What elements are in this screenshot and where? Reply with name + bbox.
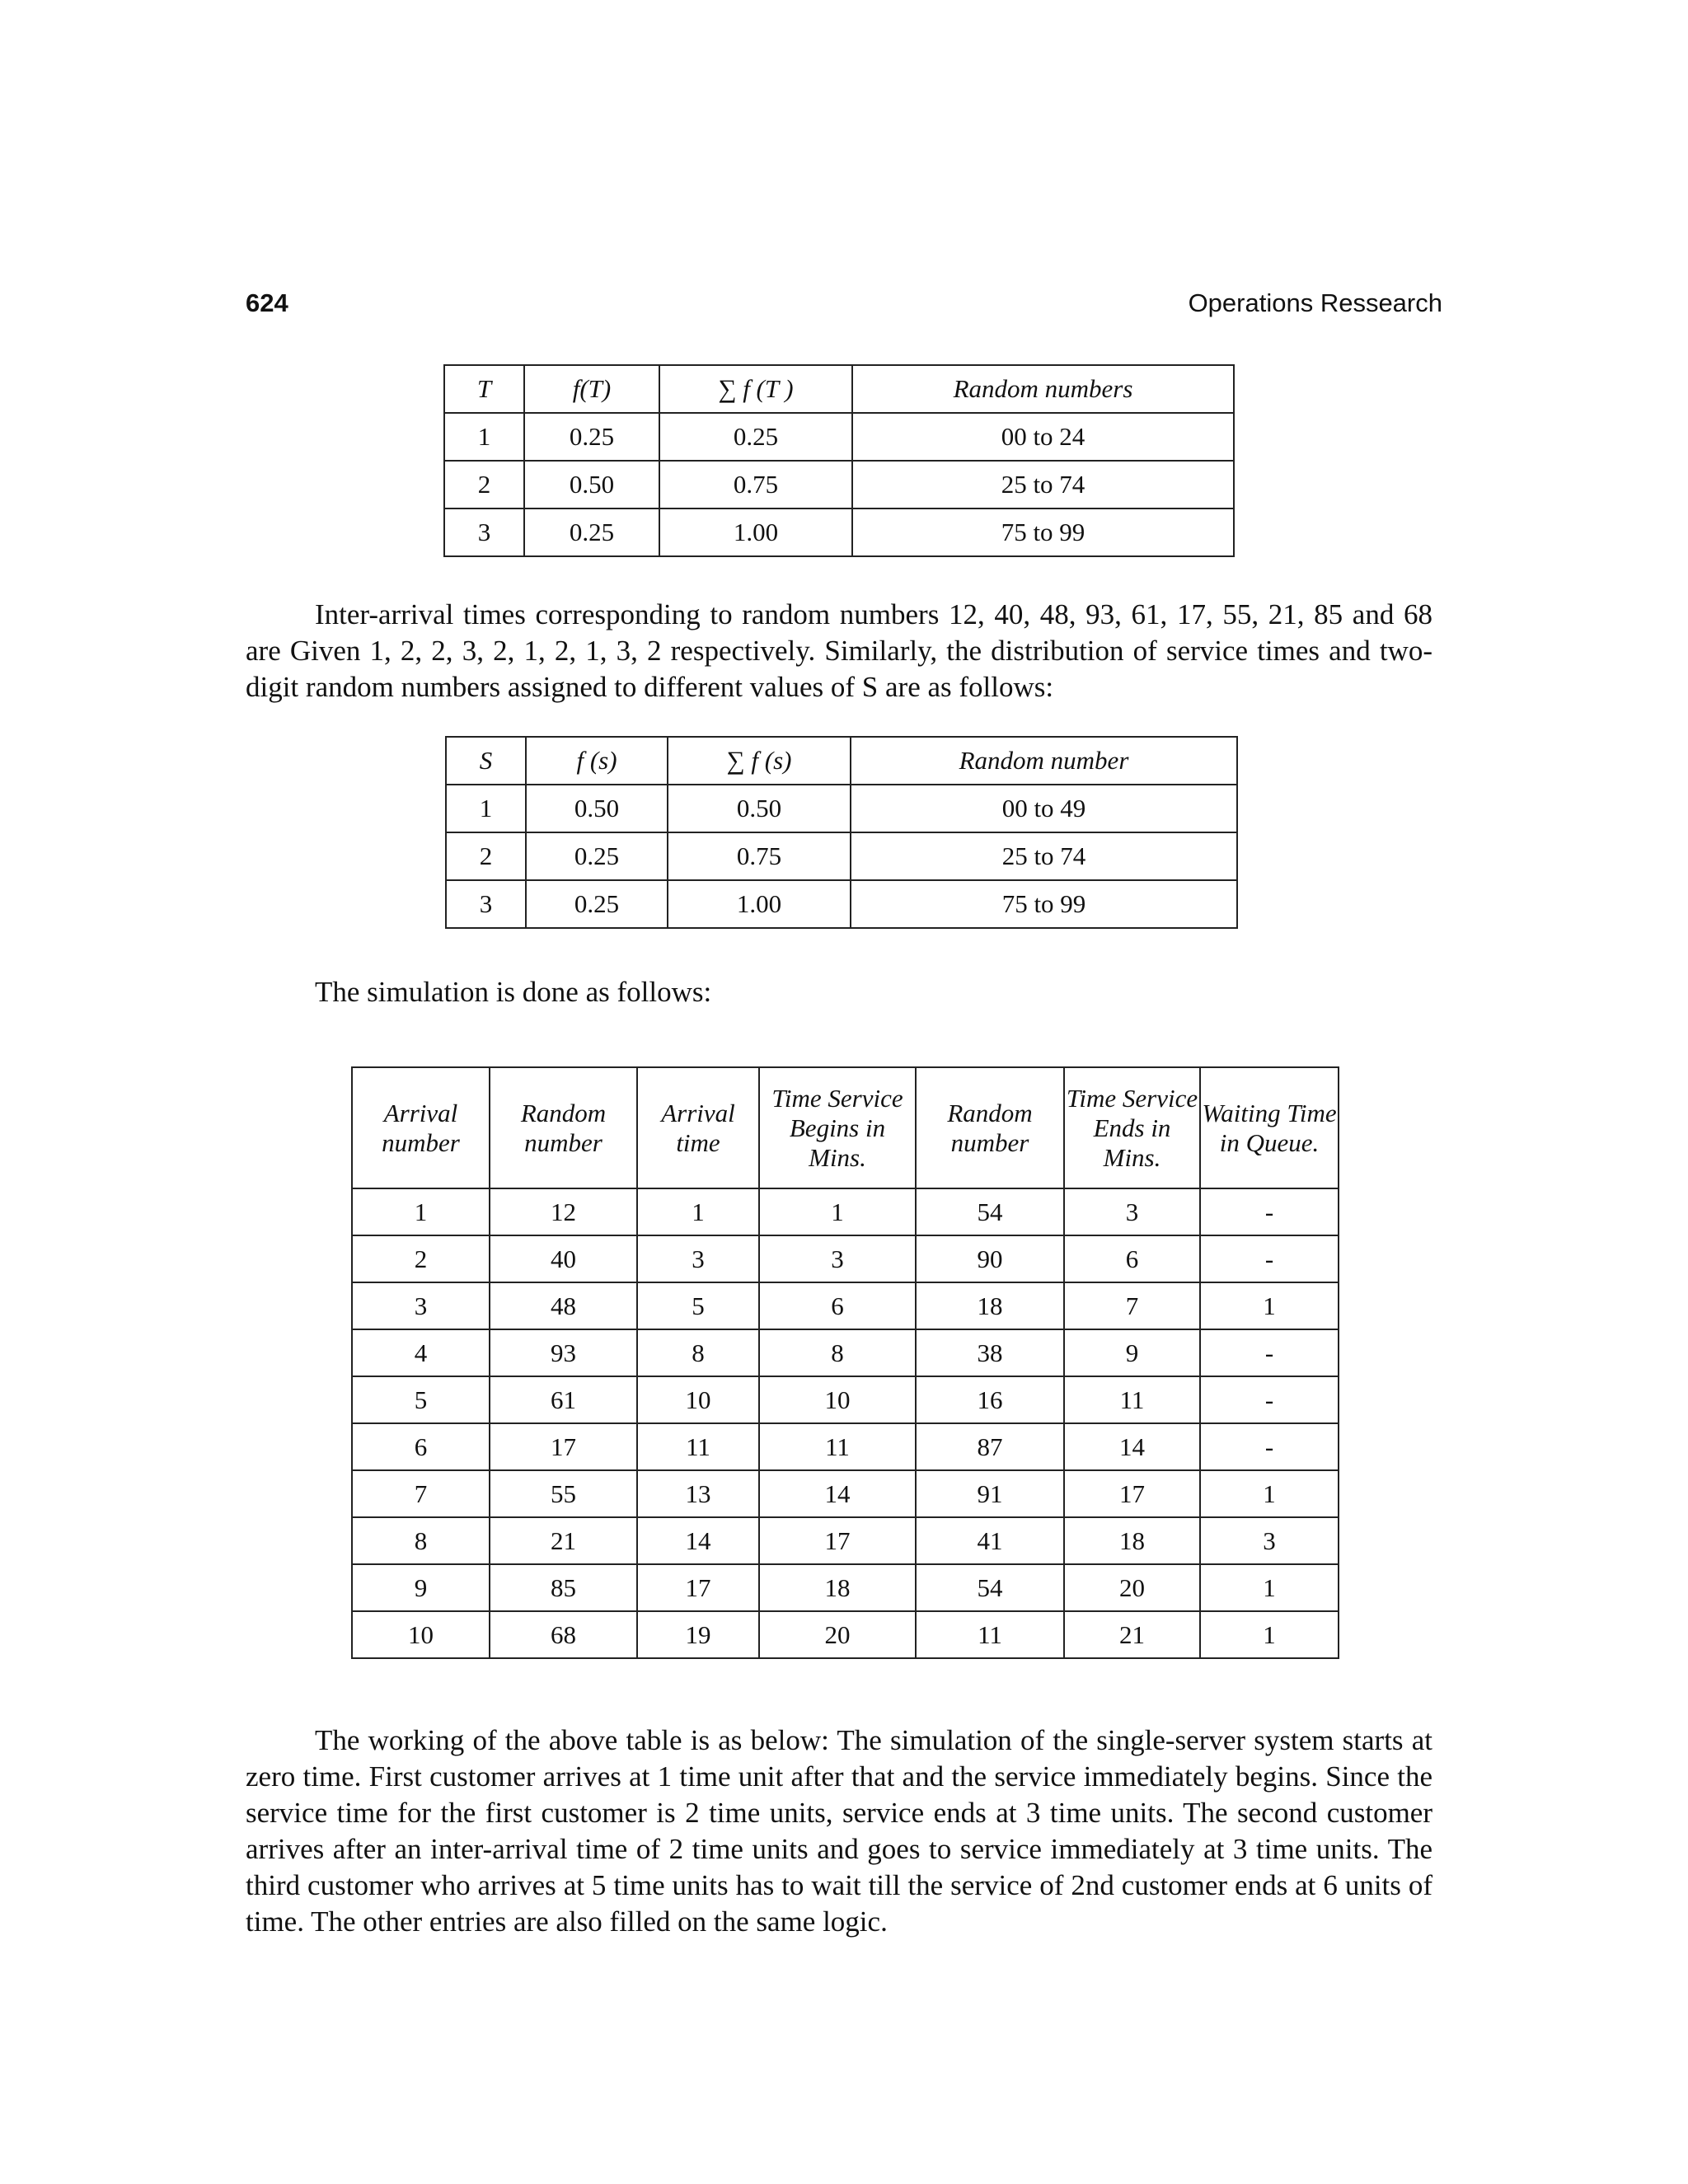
table-cell: 0.25 <box>526 880 668 928</box>
table-cell: 16 <box>916 1376 1064 1423</box>
table-cell: 17 <box>637 1564 759 1611</box>
table-cell: 11 <box>916 1611 1064 1658</box>
table-cell: 3 <box>637 1235 759 1282</box>
table-cell: 3 <box>1200 1517 1339 1564</box>
column-header: Random number <box>851 737 1237 785</box>
table-cell: 68 <box>490 1611 637 1658</box>
table-cell: 54 <box>916 1188 1064 1235</box>
table-cell: 1 <box>759 1188 916 1235</box>
table-cell: 0.25 <box>524 413 659 461</box>
paragraph-simulation-intro: The simulation is done as follows: <box>315 976 712 1008</box>
page-number: 624 <box>246 288 288 317</box>
table-cell: 14 <box>759 1470 916 1517</box>
table-cell: 2 <box>446 832 526 880</box>
table-cell: 85 <box>490 1564 637 1611</box>
column-header: Time Service Begins in Mins. <box>759 1067 916 1188</box>
column-header: Random numbers <box>852 365 1234 413</box>
column-header: f (s) <box>526 737 668 785</box>
table-cell: 0.75 <box>668 832 851 880</box>
table-cell: 14 <box>637 1517 759 1564</box>
table-cell: 54 <box>916 1564 1064 1611</box>
running-title: Operations Ressearch <box>1188 288 1442 317</box>
table-cell: 75 to 99 <box>852 509 1234 556</box>
table-row <box>352 1329 1339 1376</box>
inter-arrival-distribution-table <box>443 364 1235 557</box>
table-cell: 8 <box>759 1329 916 1376</box>
table-cell: 8 <box>637 1329 759 1376</box>
table-cell: 11 <box>637 1423 759 1470</box>
table-cell: 3 <box>446 880 526 928</box>
table-cell: 87 <box>916 1423 1064 1470</box>
table-cell: 00 to 24 <box>852 413 1234 461</box>
table-row <box>352 1235 1339 1282</box>
table-cell: 91 <box>916 1470 1064 1517</box>
table-header-row <box>444 365 1234 413</box>
table-cell: 1 <box>446 785 526 832</box>
table-cell: 1.00 <box>659 509 852 556</box>
table-cell: 9 <box>352 1564 490 1611</box>
table-cell: - <box>1200 1423 1339 1470</box>
column-header: Arrival number <box>352 1067 490 1188</box>
table-cell: 25 to 74 <box>852 461 1234 509</box>
table-cell: 1 <box>1200 1611 1339 1658</box>
table-cell: 18 <box>759 1564 916 1611</box>
table-cell: 1 <box>1200 1564 1339 1611</box>
table-cell: 19 <box>637 1611 759 1658</box>
table-cell: 3 <box>444 509 524 556</box>
table-cell: 48 <box>490 1282 637 1329</box>
table-cell: 1.00 <box>668 880 851 928</box>
table-cell: 40 <box>490 1235 637 1282</box>
column-header: Arrival time <box>637 1067 759 1188</box>
table-cell: 0.25 <box>526 832 668 880</box>
column-header: Random number <box>916 1067 1064 1188</box>
table-cell: 0.50 <box>526 785 668 832</box>
table-cell: 3 <box>1064 1188 1200 1235</box>
table-row <box>444 413 1234 461</box>
table-row <box>444 461 1234 509</box>
table-cell: 55 <box>490 1470 637 1517</box>
table-cell: 20 <box>1064 1564 1200 1611</box>
table-cell: 21 <box>490 1517 637 1564</box>
table-cell: 00 to 49 <box>851 785 1237 832</box>
table-row <box>352 1423 1339 1470</box>
table-cell: 10 <box>637 1376 759 1423</box>
column-header: T <box>444 365 524 413</box>
table-row <box>444 509 1234 556</box>
table-cell: - <box>1200 1188 1339 1235</box>
table-cell: 18 <box>916 1282 1064 1329</box>
table-cell: 0.25 <box>659 413 852 461</box>
table-row <box>446 880 1237 928</box>
table-row <box>352 1517 1339 1564</box>
table-cell: 75 to 99 <box>851 880 1237 928</box>
table-cell: 3 <box>352 1282 490 1329</box>
table-row <box>446 785 1237 832</box>
table-cell: - <box>1200 1329 1339 1376</box>
table-cell: 14 <box>1064 1423 1200 1470</box>
table-cell: 6 <box>352 1423 490 1470</box>
table-cell: 0.25 <box>524 509 659 556</box>
table-cell: 5 <box>637 1282 759 1329</box>
table-cell: 8 <box>352 1517 490 1564</box>
table-row <box>352 1188 1339 1235</box>
table-cell: 10 <box>352 1611 490 1658</box>
table-cell: 5 <box>352 1376 490 1423</box>
table-cell: - <box>1200 1376 1339 1423</box>
table-row <box>352 1376 1339 1423</box>
table-cell: 1 <box>1200 1282 1339 1329</box>
table-header-row <box>352 1067 1339 1188</box>
table-cell: 7 <box>1064 1282 1200 1329</box>
table-cell: 0.50 <box>668 785 851 832</box>
table-cell: 9 <box>1064 1329 1200 1376</box>
table-cell: 13 <box>637 1470 759 1517</box>
table-cell: 6 <box>1064 1235 1200 1282</box>
table-cell: 90 <box>916 1235 1064 1282</box>
column-header: S <box>446 737 526 785</box>
column-header: ∑ f (s) <box>668 737 851 785</box>
table-cell: 25 to 74 <box>851 832 1237 880</box>
table-cell: 0.75 <box>659 461 852 509</box>
table-cell: - <box>1200 1235 1339 1282</box>
table-cell: 17 <box>759 1517 916 1564</box>
table-cell: 11 <box>759 1423 916 1470</box>
column-header: ∑ f (T ) <box>659 365 852 413</box>
table-cell: 20 <box>759 1611 916 1658</box>
service-distribution-table <box>445 736 1238 929</box>
table-cell: 21 <box>1064 1611 1200 1658</box>
table-cell: 1 <box>1200 1470 1339 1517</box>
table-cell: 2 <box>352 1235 490 1282</box>
paragraph-inter-arrival: Inter-arrival times corresponding to random numbers 12, 40, 48, 93, 61, 17, 55, 21, 85 and 68 are Given 1, 2, 2, 3, 2, 1, 2, 1, 3, 2 respectively. Similarly, the distribution of service times and two-digit random numbers assigned to different values of S are as follows: <box>246 598 1432 703</box>
table-cell: 0.50 <box>524 461 659 509</box>
table-row <box>352 1470 1339 1517</box>
table-cell: 2 <box>444 461 524 509</box>
table-cell: 1 <box>352 1188 490 1235</box>
table-cell: 7 <box>352 1470 490 1517</box>
table-row <box>352 1564 1339 1611</box>
column-header: Time Service Ends in Mins. <box>1064 1067 1200 1188</box>
column-header: Waiting Time in Queue. <box>1200 1067 1339 1188</box>
table-cell: 3 <box>759 1235 916 1282</box>
table-cell: 10 <box>759 1376 916 1423</box>
table-cell: 4 <box>352 1329 490 1376</box>
table-cell: 1 <box>637 1188 759 1235</box>
simulation-table <box>351 1066 1339 1659</box>
table-cell: 41 <box>916 1517 1064 1564</box>
page-header <box>246 288 1442 321</box>
paragraph-explanation: The working of the above table is as below: The simulation of the single-server system starts at zero time. First customer arrives at 1 time unit after that and the service immediately begins. Since the service time for the first customer is 2 time units, service ends at 3 time units. The second customer arrives after an inter-arrival time of 2 time units and goes to service immediately at 3 time units. The third customer who arrives at 5 time units has to wait till the service of 2nd customer ends at 6 units of time. The other entries are also filled on the same logic. <box>246 1724 1432 1938</box>
table-row <box>446 832 1237 880</box>
column-header: Random number <box>490 1067 637 1188</box>
table-cell: 1 <box>444 413 524 461</box>
table-cell: 17 <box>1064 1470 1200 1517</box>
table-cell: 17 <box>490 1423 637 1470</box>
table-cell: 38 <box>916 1329 1064 1376</box>
table-cell: 6 <box>759 1282 916 1329</box>
table-row <box>352 1611 1339 1658</box>
table-cell: 61 <box>490 1376 637 1423</box>
column-header: f(T) <box>524 365 659 413</box>
table-cell: 12 <box>490 1188 637 1235</box>
table-header-row <box>446 737 1237 785</box>
table-row <box>352 1282 1339 1329</box>
simulation-table-body <box>352 1188 1339 1658</box>
table-cell: 11 <box>1064 1376 1200 1423</box>
table-cell: 93 <box>490 1329 637 1376</box>
table-cell: 18 <box>1064 1517 1200 1564</box>
